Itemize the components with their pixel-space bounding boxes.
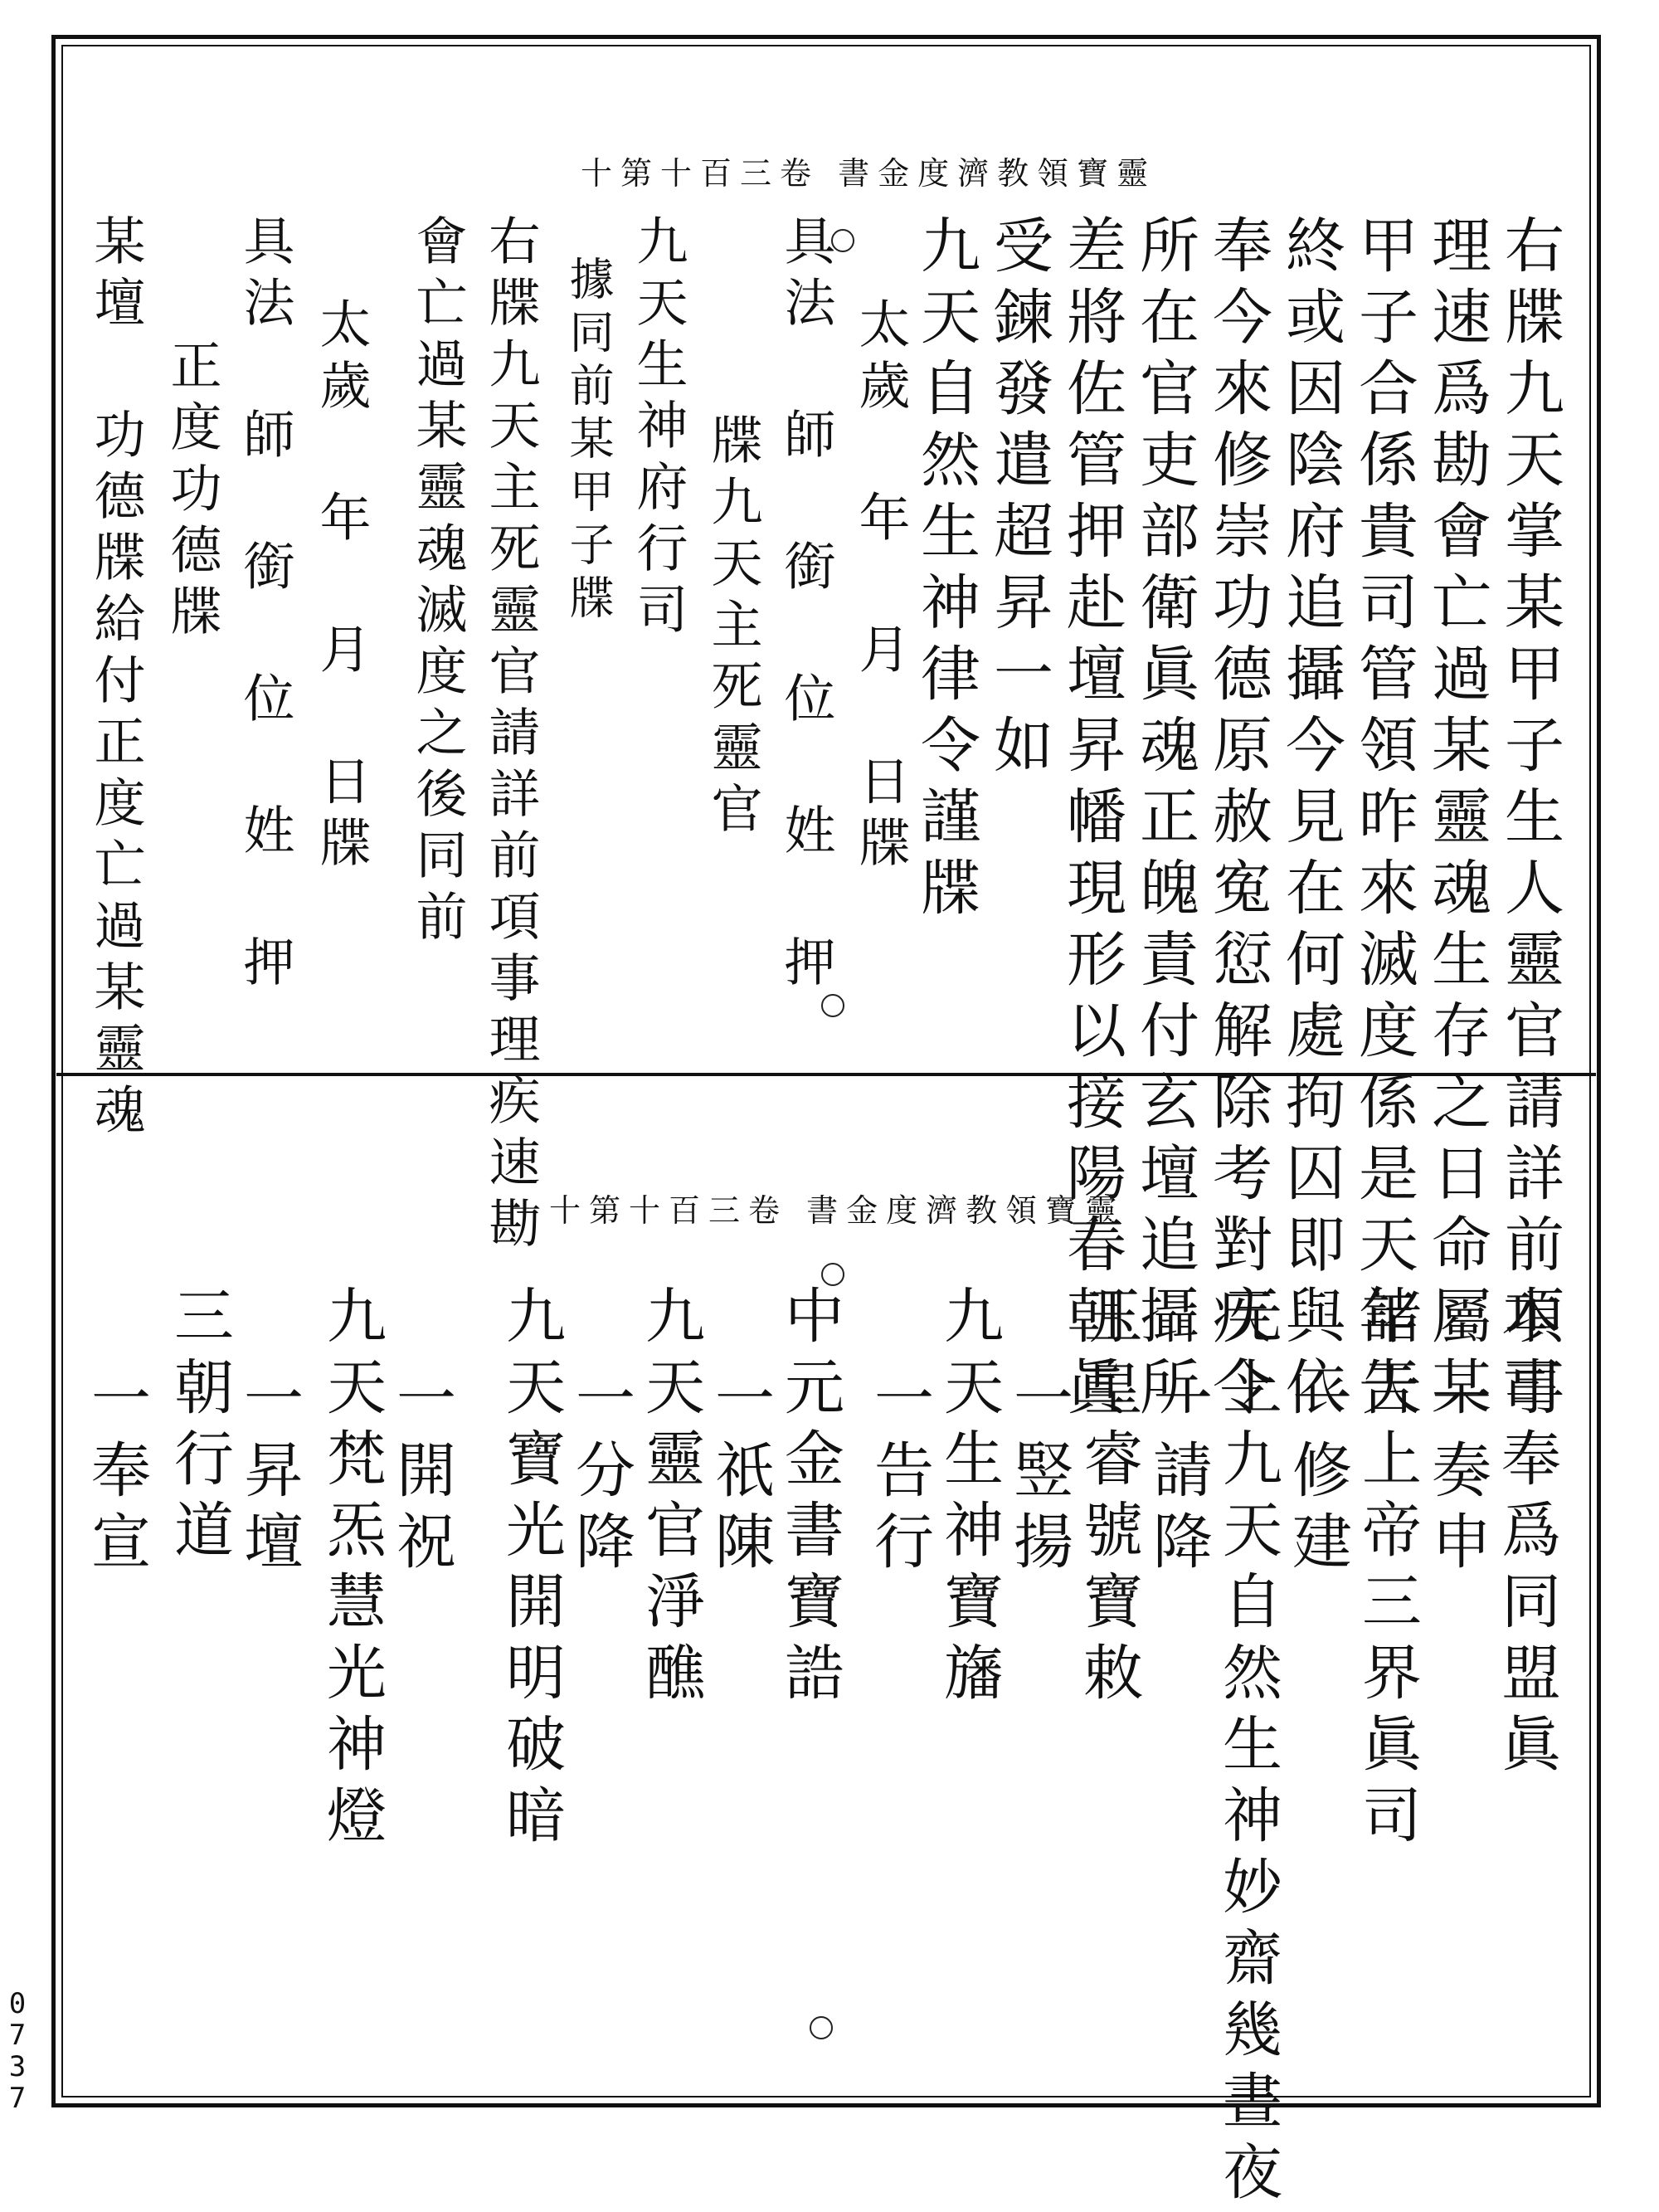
bottom-column: 本司奉爲同盟眞 bbox=[1491, 1284, 1561, 1784]
bottom-running-header: 靈寶領教濟度金書 卷三百十第十一 bbox=[509, 1192, 1126, 1229]
top-column: 太歲 年 月 日牒 bbox=[311, 297, 372, 877]
top-column: 某壇 功德牒給付正度亡過某靈魂 bbox=[85, 214, 146, 1144]
bottom-column: 一告行 bbox=[864, 1367, 934, 1581]
bottom-column: 九天寶光開明破暗 bbox=[496, 1284, 566, 1855]
bottom-column: 一祇陳 bbox=[705, 1367, 775, 1581]
bottom-column: 諸天上帝三界眞司 bbox=[1352, 1284, 1422, 1855]
bottom-column: 一開祝 bbox=[387, 1367, 456, 1581]
top-column: 太歲 年 月 日牒 bbox=[850, 297, 911, 877]
side-number-digit: 3 bbox=[8, 2050, 27, 2083]
bottom-column: 九天靈官淨醮 bbox=[635, 1284, 705, 1713]
bottom-column: 一修建 bbox=[1282, 1367, 1352, 1581]
top-column: 具法 師 銜 位 姓 押 bbox=[776, 214, 836, 996]
bottom-column: 九天生神寶旛 bbox=[934, 1284, 1004, 1713]
bottom-column: 无上九天自然生神妙齋幾晝夜 bbox=[1213, 1284, 1282, 2212]
bottom-column: 一奏申 bbox=[1422, 1367, 1491, 1581]
side-number-digit: 7 bbox=[8, 2082, 27, 2115]
bottom-column: 一昇壇 bbox=[234, 1367, 304, 1581]
side-number-digit: 0 bbox=[8, 1987, 27, 2020]
top-column: 正度功德牒 bbox=[162, 339, 222, 646]
bottom-column: 三朝行道 bbox=[164, 1284, 234, 1570]
bottom-column: 一竪揚 bbox=[1004, 1367, 1073, 1581]
top-column: 理速爲勘會亡過某靈魂生存之日命屬某 bbox=[1422, 214, 1491, 1427]
top-column: 牒九天主死靈官 bbox=[703, 413, 763, 843]
circle-mark bbox=[810, 2016, 833, 2039]
top-column: 終或因陰府追攝今見在何處拘囚即與依 bbox=[1276, 214, 1345, 1427]
top-column: 受鍊發遣超昇一如 bbox=[984, 214, 1053, 785]
bottom-column: 玉皇睿號寶敕 bbox=[1073, 1284, 1143, 1713]
top-column: 九天生神府行司 bbox=[628, 214, 688, 644]
circle-mark bbox=[831, 229, 854, 252]
circle-mark bbox=[821, 994, 844, 1017]
top-column: 右牒九天主死靈官請詳前項事理疾速勘 bbox=[480, 214, 541, 1258]
bottom-column: 九天梵炁慧光神燈 bbox=[317, 1284, 387, 1855]
top-column: 具法 師 銜 位 姓 押 bbox=[235, 214, 295, 996]
bottom-column: 一奉宣 bbox=[81, 1367, 151, 1581]
top-column: 右牒九天掌某甲子生人靈官請詳前項事 bbox=[1495, 214, 1564, 1427]
bottom-column: 一分降 bbox=[566, 1367, 635, 1581]
top-column: 會亡過某靈魂滅度之後同前 bbox=[407, 214, 468, 951]
top-column: 差將佐管押赴壇昇幡現形以接陽春朝眞 bbox=[1057, 214, 1126, 1427]
top-column: 據同前某甲子牒 bbox=[562, 256, 615, 627]
top-column: 甲子合係貴司管領昨來滅度係是天年告 bbox=[1349, 214, 1418, 1427]
top-running-header: 靈寶領教濟度金書 卷三百十第十 bbox=[581, 155, 1157, 192]
top-column: 所在官吏部衛眞魂正魄責付玄壇追攝所 bbox=[1130, 214, 1199, 1427]
bottom-column: 一請降 bbox=[1143, 1367, 1213, 1581]
bottom-column: 中元金書寶誥 bbox=[775, 1284, 844, 1713]
top-column: 九天自然生神律令謹牒 bbox=[911, 214, 980, 928]
circle-mark bbox=[821, 1263, 844, 1286]
top-column: 奉今來修崇功德原赦寃愆解除考對疾令 bbox=[1203, 214, 1272, 1427]
side-number-digit: 7 bbox=[8, 2019, 27, 2052]
